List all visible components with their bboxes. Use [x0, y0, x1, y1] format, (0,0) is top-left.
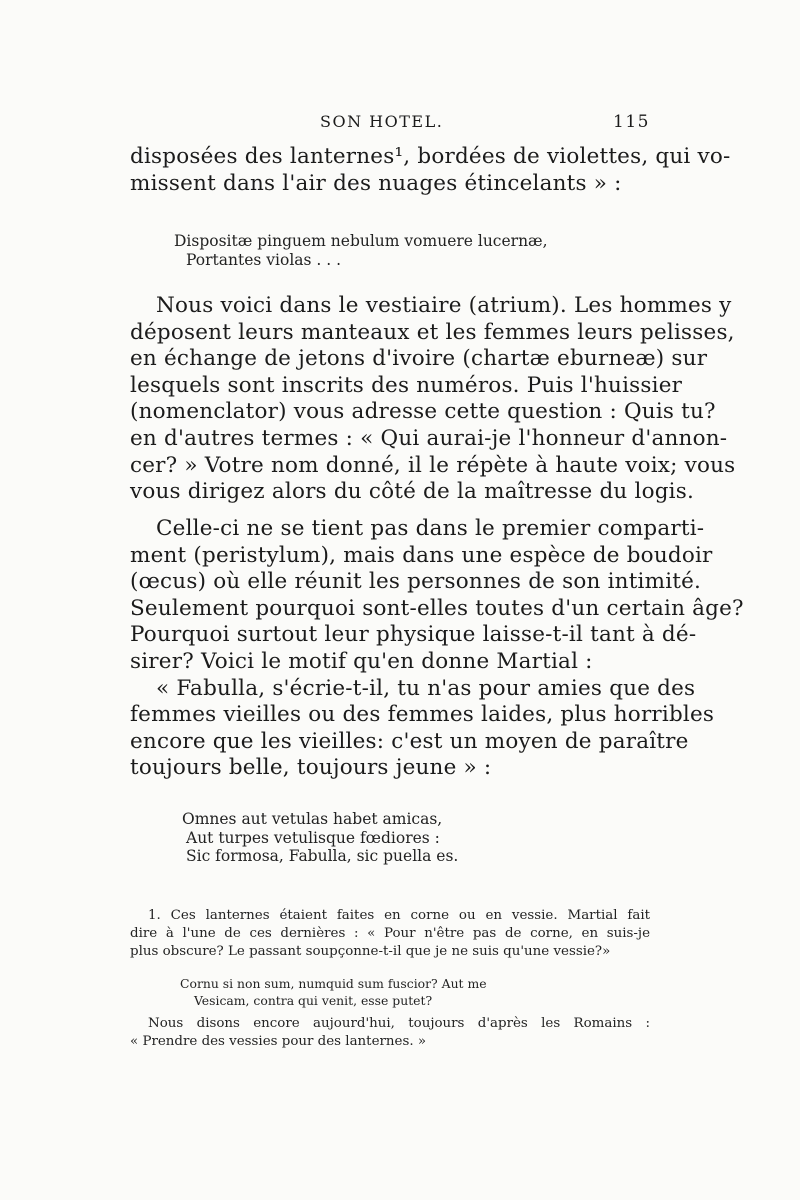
footnote-line: Nous disons encore aujourd'hui, toujours d'après les Romains : [148, 1016, 650, 1031]
text-line: femmes vieilles ou des femmes laides, plus horribles [130, 702, 715, 728]
verse-line: Vesicam, contra qui venit, esse putet? [194, 992, 433, 1008]
text-line: (œcus) où elle réunit les personnes de son intimité. [130, 569, 702, 595]
verse-line: Cornu si non sum, numquid sum fuscior? Aut me [180, 976, 487, 991]
verse-line: Sic formosa, Fabulla, sic puella es. [186, 847, 459, 865]
verse-line: Aut turpes vetulisque fœdiores : [186, 828, 440, 847]
verse-line: Omnes aut vetulas habet amicas, [182, 810, 443, 828]
footnote-line: dire à l'une de ces dernières : « Pour n'être pas de corne, en suis-je [130, 926, 650, 941]
text-line: encore que les vieilles: c'est un moyen de paraître [130, 728, 689, 754]
footnote-line: plus obscure? Le passant soupçonne-t-il que je ne suis qu'une vessie?» [130, 944, 611, 959]
text-line: en échange de jetons d'ivoire (chartæ eburneæ) sur [130, 346, 708, 372]
paragraph-continuation [130, 144, 731, 197]
footnote-line: 1. Ces lanternes étaient faites en corne ou en vessie. Martial fait [148, 908, 650, 923]
text-line: déposent leurs manteaux et les femmes leurs pelisses, [130, 319, 735, 345]
text-line: en d'autres termes : « Qui aurai-je l'honneur d'annon- [130, 425, 728, 451]
text-line: Nous voici dans le vestiaire (atrium). Les hommes y [156, 293, 732, 318]
text-line: ment (peristylum), mais dans une espèce de boudoir [130, 542, 713, 568]
text-line: Celle-ci ne se tient pas dans le premier comparti- [156, 516, 705, 541]
text-line: disposées des lanternes¹, bordées de violettes, qui vo- [130, 144, 731, 169]
latin-verse-quote [182, 810, 458, 866]
page-number: 115 [613, 112, 650, 132]
verse-line: Dispositæ pinguem nebulum vomuere lucernæ, [174, 232, 548, 250]
page-header [130, 112, 650, 136]
running-title: SON HOTEL. [320, 112, 444, 131]
text-line: sirer? Voici le motif qu'en donne Martial : [130, 648, 593, 674]
footnote-latin-verse [180, 976, 487, 1009]
footnote [130, 907, 650, 961]
text-line: « Fabulla, s'écrie-t-il, tu n'as pour amies que des [156, 675, 696, 701]
text-line: (nomenclator) vous adresse cette question : Quis tu? [130, 399, 716, 425]
text-line: cer? » Votre nom donné, il le répète à haute voix; vous [130, 452, 736, 478]
text-line: Pourquoi surtout leur physique laisse-t-il tant à dé- [130, 622, 697, 648]
verse-line: Portantes violas . . . [186, 250, 342, 269]
text-line: missent dans l'air des nuages étincelants » : [130, 170, 622, 196]
text-line: Seulement pourquoi sont-elles toutes d'un certain âge? [130, 595, 744, 621]
latin-verse-quote [174, 232, 548, 269]
paragraph-vestiaire [130, 293, 736, 506]
footnote-continuation [130, 1015, 650, 1051]
text-line: vous dirigez alors du côté de la maîtresse du logis. [130, 479, 695, 505]
text-line: toujours belle, toujours jeune » : [130, 755, 492, 781]
paragraph-fabulla [130, 516, 744, 782]
text-line: lesquels sont inscrits des numéros. Puis l'huissier [130, 372, 683, 398]
footnote-line: « Prendre des vessies pour des lanternes. » [130, 1034, 427, 1049]
